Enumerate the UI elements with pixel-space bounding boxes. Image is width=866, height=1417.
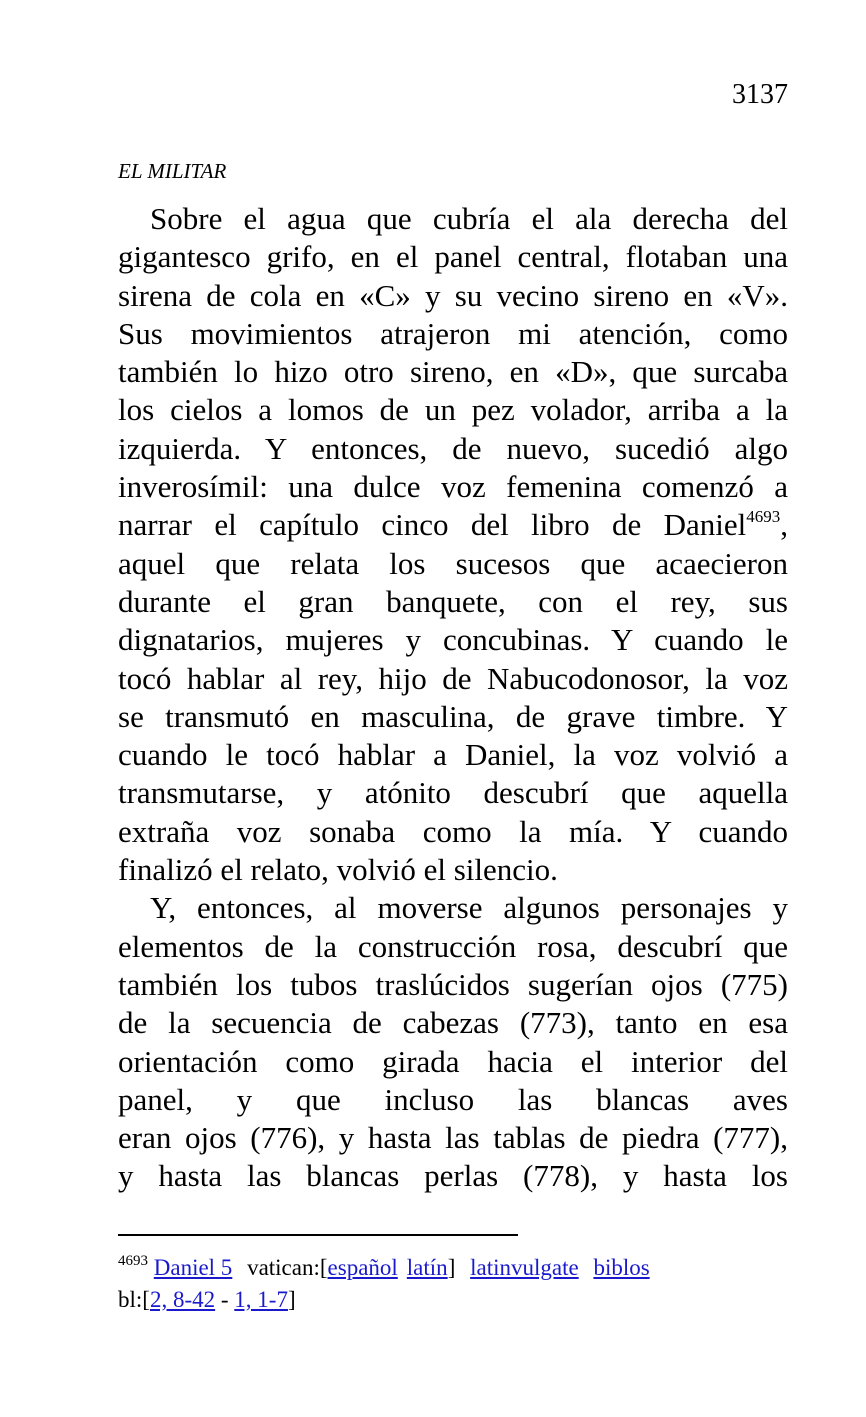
text-line: finalizó el relato, volvió el silencio. (118, 852, 558, 888)
text-line: de la secuencia de cabezas (773), tanto en esa (118, 1005, 788, 1041)
link-biblos[interactable]: biblos (593, 1255, 650, 1280)
text-line: dignatarios, mujeres y concubinas. Y cuando le (118, 622, 788, 658)
text-line: tocó hablar al rey, hijo de Nabucodonosor, la voz (118, 660, 788, 696)
text-line: panel, y que incluso las blancas aves (118, 1081, 788, 1117)
text-line: también lo hizo otro sireno, en «D», que surcaba (118, 354, 788, 390)
text-line: orientación como girada hacia el interior del (118, 1043, 788, 1079)
footnote (118, 1252, 798, 1316)
text-segment: narrar el capítulo cinco del libro de Daniel (118, 507, 747, 543)
text-line: también los tubos traslúcidos sugerían ojos (775) (118, 966, 788, 1002)
text-line: Y, entonces, al moverse algunos personajes y (150, 890, 788, 926)
link-latin[interactable]: latín (406, 1255, 448, 1280)
link-range-1[interactable]: 2, 8-42 (149, 1287, 216, 1312)
link-daniel-5[interactable]: Daniel 5 (153, 1255, 233, 1280)
page-number: 3137 (732, 79, 788, 110)
text-line: aquel que relata los sucesos que acaecieron (118, 545, 788, 581)
bl-close: ] (287, 1287, 296, 1312)
body-text (118, 200, 788, 1196)
footnote-line-2 (118, 1284, 798, 1316)
vatican-label: vatican:[ (247, 1255, 328, 1280)
text-line: y hasta las blancas perlas (778), y hasta los (118, 1158, 788, 1194)
text-line: sirena de cola en «C» y su vecino sireno en «V». (118, 277, 788, 313)
text-segment: , (780, 507, 788, 543)
text-line: gigantesco grifo, en el panel central, flotaban una (118, 239, 788, 275)
link-latinvulgate[interactable]: latinvulgate (470, 1255, 579, 1280)
text-line: transmutarse, y atónito descubrí que aquella (118, 775, 788, 811)
text-line: Sus movimientos atrajeron mi atención, como (118, 315, 788, 351)
footnote-number: 4693 (118, 1253, 148, 1269)
range-separator: - (215, 1287, 235, 1312)
text-line: inverosímil: una dulce voz femenina comenzó a (118, 469, 788, 505)
vatican-close: ] (447, 1255, 456, 1280)
text-line: Sobre el agua que cubría el ala derecha del (150, 201, 788, 236)
text-line: elementos de la construcción rosa, descubrí que (118, 928, 788, 964)
link-espanol[interactable]: español (327, 1255, 398, 1280)
text-line: durante el gran banquete, con el rey, sus (118, 583, 788, 619)
text-line: eran ojos (776), y hasta las tablas de piedra (777), (118, 1120, 788, 1156)
text-line: extraña voz sonaba como la mía. Y cuando (118, 813, 788, 849)
footnote-reference[interactable]: 4693 (746, 507, 781, 527)
text-line: cuando le tocó hablar a Daniel, la voz volvió a (118, 737, 788, 773)
footnote-divider (118, 1234, 518, 1236)
text-line (118, 506, 788, 544)
text-line: los cielos a lomos de un pez volador, arriba a la (118, 392, 788, 428)
link-range-2[interactable]: 1, 1-7 (234, 1287, 288, 1312)
running-header: EL MILITAR (118, 159, 227, 183)
text-line: se transmutó en masculina, de grave timbre. Y (118, 698, 788, 734)
text-line: izquierda. Y entonces, de nuevo, sucedió algo (118, 430, 788, 466)
footnote-line-1 (118, 1252, 798, 1284)
bl-label: bl:[ (118, 1287, 150, 1312)
